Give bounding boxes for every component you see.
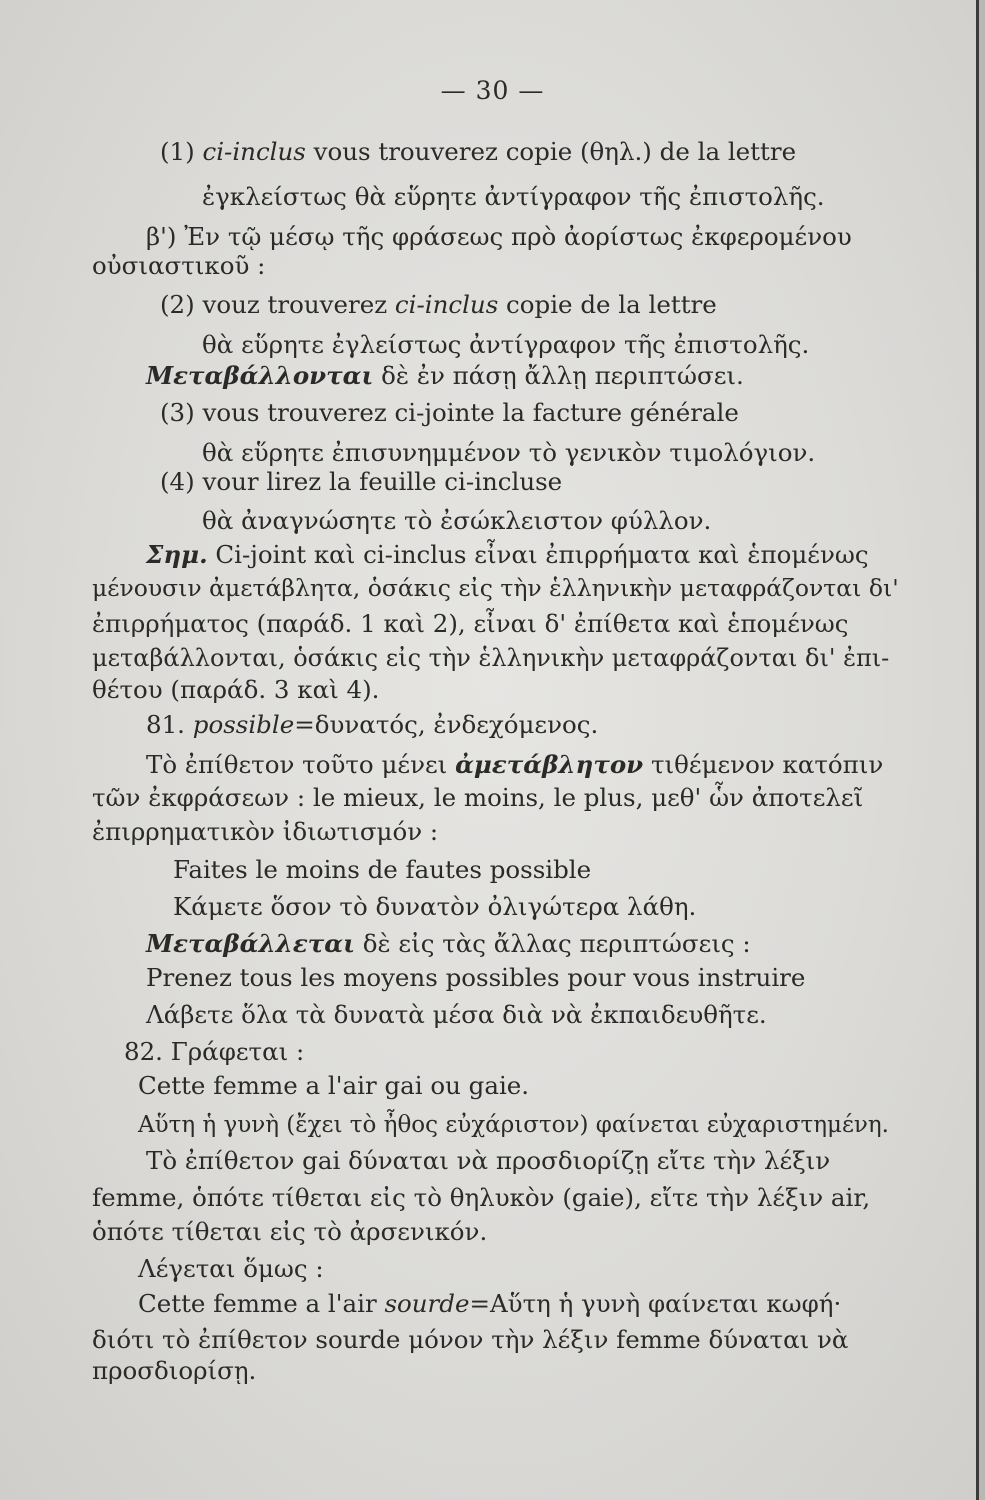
text-line: ἐπιρρήματος (παράδ. 1 καὶ 2), εἶναι δ' ἐπίθετα καὶ ἑπομένως — [92, 609, 849, 638]
text-line: θὰ εὕρητε ἐγλείστως ἀντίγραφον τῆς ἐπιστολῆς. — [202, 330, 810, 359]
text-line: οὐσιαστικοῦ : — [92, 251, 266, 280]
text-line: μεταβάλλονται, ὁσάκις εἰς τὴν ἑλληνικὴν μεταφράζονται δι' ἐπι- — [92, 644, 890, 672]
text-line: Τὸ ἐπίθετον gai δύναται νὰ προσδιορίζῃ εἴτε τὴν λέξιν — [146, 1146, 831, 1175]
text-line: μένουσιν ἀμετάβλητα, ὁσάκις εἰς τὴν ἑλληνικὴν μεταφράζονται δι' — [92, 574, 899, 602]
page-edge-shadow — [979, 0, 985, 1500]
text-line: Αὕτη ἡ γυνὴ (ἔχει τὸ ἦθος εὐχάριστον) φαίνεται εὐχαριστημένη. — [138, 1112, 889, 1138]
text-line: θὰ ἀναγνώσητε τὸ ἐσώκλειστον φύλλον. — [202, 506, 712, 535]
text-line: διότι τὸ ἐπίθετον sourde μόνον τὴν λέξιν femme δύναται νὰ — [92, 1325, 849, 1354]
text-line: 82. Γράφεται : — [124, 1037, 305, 1066]
text-line: Cette femme a l'air gai ou gaie. — [138, 1071, 530, 1100]
text-line: ἐγκλείστως θὰ εὕρητε ἀντίγραφον τῆς ἐπιστολῆς. — [202, 182, 825, 211]
text-line: τῶν ἐκφράσεων : le mieux, le moins, le plus, μεθ' ὧν ἀποτελεῖ — [92, 783, 864, 812]
text-line: (3) vous trouverez ci-jointe la facture générale — [160, 398, 739, 427]
text-line: Μεταβάλλονται δὲ ἐν πάσῃ ἄλλῃ περιπτώσει. — [146, 361, 744, 390]
text-line: Faites le moins de fautes possible — [173, 855, 592, 884]
text-line: Σημ. Ci-joint καὶ ci-inclus εἶναι ἐπιρρήματα καὶ ἑπομένως — [146, 540, 869, 569]
text-line: θέτου (παράδ. 3 καὶ 4). — [92, 675, 380, 704]
text-line: ὁπότε τίθεται εἰς τὸ ἀρσενικόν. — [92, 1217, 488, 1246]
text-line: Λάβετε ὅλα τὰ δυνατὰ μέσα διὰ νὰ ἐκπαιδευθῆτε. — [146, 1000, 767, 1029]
text-line: προσδιορίσῃ. — [92, 1356, 257, 1385]
text-line: ἐπιρρηματικὸν ἰδιωτισμόν : — [92, 817, 439, 846]
text-line: (1) ci-inclus vous trouverez copie (θηλ.) de la lettre — [160, 137, 797, 166]
text-line: θὰ εὕρητε ἐπισυνημμένον τὸ γενικὸν τιμολόγιον. — [202, 438, 816, 467]
text-line: (4) vour lirez la feuille ci-incluse — [160, 467, 563, 496]
text-line: Λέγεται ὅμως : — [138, 1254, 324, 1283]
text-line: β') Ἐν τῷ μέσῳ τῆς φράσεως πρὸ ἀορίστως ἐκφερομένου — [146, 222, 852, 251]
text-line: Τὸ ἐπίθετον τοῦτο μένει ἀμετάβλητον τιθέμενον κατόπιν — [146, 750, 884, 779]
text-line: femme, ὁπότε τίθεται εἰς τὸ θηλυκὸν (gaie), εἴτε τὴν λέξιν air, — [92, 1183, 871, 1212]
text-line: Μεταβάλλεται δὲ εἰς τὰς ἄλλας περιπτώσεις : — [146, 929, 751, 958]
text-line: Prenez tous les moyens possibles pour vous instruire — [146, 963, 806, 992]
text-line: Κάμετε ὅσον τὸ δυνατὸν ὀλιγώτερα λάθη. — [173, 892, 697, 921]
text-line: 81. possible=δυνατός, ἐνδεχόμενος. — [146, 710, 599, 739]
text-line: (2) vouz trouverez ci-inclus copie de la lettre — [160, 290, 717, 319]
page-edge-line — [976, 0, 979, 1500]
text-line: Cette femme a l'air sourde=Αὕτη ἡ γυνὴ φαίνεται κωφή· — [138, 1289, 842, 1318]
page-number: — 30 — — [440, 76, 545, 105]
